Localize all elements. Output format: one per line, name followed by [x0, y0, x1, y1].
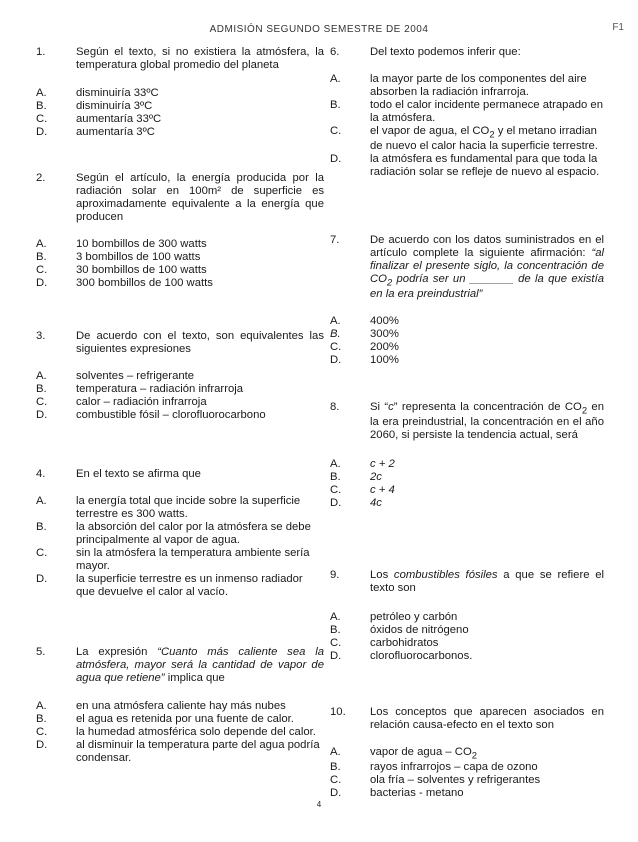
option-c[interactable]: [330, 484, 604, 497]
question-4: [36, 468, 324, 599]
option-letter: A.: [36, 370, 47, 382]
option-text: 2c: [370, 471, 382, 484]
option-a[interactable]: [36, 700, 324, 713]
option-letter: C.: [36, 396, 48, 408]
option-letter: A.: [36, 495, 47, 507]
option-text: 200%: [370, 341, 399, 354]
question-number: 9.: [330, 569, 340, 581]
option-d[interactable]: [36, 573, 324, 599]
option-letter: D.: [330, 354, 342, 367]
option-c[interactable]: [330, 774, 604, 787]
option-letter: B.: [36, 100, 47, 112]
option-text: solventes – refrigerante: [76, 370, 195, 382]
option-a[interactable]: [36, 87, 324, 100]
option-letter: C.: [36, 547, 48, 559]
option-letter: B.: [36, 251, 47, 263]
option-d[interactable]: [36, 739, 324, 765]
option-letter: D.: [36, 126, 48, 138]
option-text: la atmósfera es fundamental para que toda la radiación solar se refleje de nuevo al espacio.: [370, 153, 600, 179]
option-letter: B.: [330, 471, 341, 484]
option-letter: D.: [330, 497, 342, 510]
option-d[interactable]: [330, 787, 604, 800]
question-stem: Según el texto, si no existiera la atmósfera, la temperatura global promedio del planeta: [76, 46, 324, 71]
question-number: 6.: [330, 46, 340, 58]
option-b[interactable]: [330, 761, 604, 774]
option-c[interactable]: [36, 547, 324, 573]
option-letter: A.: [36, 238, 47, 250]
option-text: al disminuir la temperatura parte del agua podría condensar.: [76, 739, 320, 764]
option-d[interactable]: [36, 277, 324, 290]
option-a[interactable]: [36, 495, 324, 521]
question-5: [36, 646, 324, 765]
option-b[interactable]: [330, 328, 604, 341]
option-d[interactable]: [330, 650, 604, 663]
option-b[interactable]: [36, 100, 324, 113]
option-c[interactable]: [36, 726, 324, 739]
option-c[interactable]: [330, 637, 604, 650]
form-code: F1: [612, 22, 624, 33]
option-a[interactable]: [330, 73, 604, 99]
option-b[interactable]: [330, 471, 604, 484]
option-text: el agua es retenida por una fuente de calor.: [76, 713, 294, 725]
option-letter: C.: [36, 113, 48, 125]
option-letter: B.: [36, 713, 47, 725]
option-letter: C.: [330, 484, 342, 497]
option-text: carbohidratos: [370, 637, 439, 649]
option-text: óxidos de nitrógeno: [370, 624, 469, 636]
option-text: clorofluorocarbonos.: [370, 650, 473, 662]
option-text: todo el calor incidente permanece atrapado en la atmósfera.: [370, 99, 603, 124]
option-b[interactable]: [36, 521, 324, 547]
option-text: aumentaría 3ºC: [76, 126, 155, 138]
option-text: aumentaría 33ºC: [76, 113, 162, 125]
option-letter: A.: [330, 746, 341, 758]
question-2: [36, 172, 324, 290]
question-8: [330, 401, 604, 510]
option-letter: D.: [36, 739, 48, 751]
question-number: 8.: [330, 401, 340, 413]
option-letter: A.: [330, 315, 341, 328]
option-letter: D.: [330, 650, 342, 662]
question-stem: Los combustibles fósiles a que se refiere el texto son: [370, 569, 604, 594]
option-text: la humedad atmosférica solo depende del calor.: [76, 726, 316, 738]
option-d[interactable]: [36, 409, 324, 422]
question-number: 1.: [36, 46, 46, 58]
option-a[interactable]: [36, 370, 324, 383]
option-text: en una atmósfera caliente hay más nubes: [76, 700, 286, 712]
option-letter: C.: [330, 341, 342, 354]
option-b[interactable]: [36, 383, 324, 396]
question-6: [330, 46, 604, 179]
option-text: ola fría – solventes y refrigerantes: [370, 774, 541, 787]
option-text: petróleo y carbón: [370, 611, 458, 623]
question-stem: Del texto podemos inferir que:: [370, 46, 521, 58]
option-letter: A.: [330, 458, 341, 471]
option-a[interactable]: [36, 238, 324, 251]
question-number: 10.: [330, 706, 346, 718]
option-letter: B.: [330, 624, 341, 636]
option-text: 300%: [370, 328, 399, 341]
option-b[interactable]: [330, 99, 604, 125]
option-text: bacterias - metano: [370, 787, 464, 800]
option-c[interactable]: [330, 125, 604, 153]
option-letter: C.: [36, 726, 48, 738]
question-number: 7.: [330, 234, 340, 246]
option-a[interactable]: [330, 611, 604, 624]
option-c[interactable]: [330, 341, 604, 354]
option-b[interactable]: [330, 624, 604, 637]
option-a[interactable]: [330, 746, 604, 761]
option-letter: B.: [330, 99, 341, 111]
option-letter: C.: [330, 125, 342, 137]
option-text: c + 2: [370, 458, 395, 471]
option-letter: B.: [36, 521, 47, 533]
question-stem: La expresión “Cuanto más caliente sea la atmósfera, mayor será la cantidad de vapor de agua que retiene” implica que: [76, 646, 325, 684]
question-stem: En el texto se afirma que: [76, 468, 201, 480]
question-number: 3.: [36, 330, 46, 342]
option-a[interactable]: [330, 458, 604, 471]
option-letter: A.: [330, 73, 341, 85]
option-b[interactable]: [36, 251, 324, 264]
option-c[interactable]: [36, 264, 324, 277]
option-c[interactable]: [36, 113, 324, 126]
question-10: [330, 706, 604, 800]
option-letter: A.: [330, 611, 341, 623]
option-b[interactable]: [36, 713, 324, 726]
option-text: disminuiría 33ºC: [76, 87, 159, 99]
question-number: 5.: [36, 646, 46, 658]
question-1: [36, 46, 324, 139]
option-letter: D.: [330, 787, 342, 800]
option-text: vapor de agua – $CO_2$: [370, 746, 477, 761]
option-a[interactable]: [330, 315, 604, 328]
question-3: [36, 330, 324, 422]
option-text: c + 4: [370, 484, 395, 497]
question-stem: Si “c” representa la concentración de $CO_2$ en la era preindustrial, la concentración en el año 2060, si persiste la tendencia actual, será: [370, 401, 604, 442]
option-text: 30 bombillos de 100 watts: [76, 264, 207, 276]
option-letter: D.: [330, 153, 342, 166]
page-number: 4: [316, 800, 322, 809]
option-text: combustible fósil – clorofluorocarbono: [76, 409, 266, 421]
option-text: 300 bombillos de 100 watts: [76, 277, 213, 289]
option-letter: B.: [36, 383, 47, 395]
option-d[interactable]: [330, 497, 604, 510]
option-text: la absorción del calor por la atmósfera se debe principalmente al vapor de agua.: [76, 521, 311, 546]
option-text: la energía total que incide sobre la superficie terrestre es 300 watts.: [76, 495, 301, 520]
question-stem: Según el artículo, la energía producida por la radiación solar en 100m² de superficie es aproximadamente equivalente a la energía que producen: [76, 172, 324, 223]
option-text: 10 bombillos de 300 watts: [76, 238, 207, 250]
option-letter: D.: [36, 573, 48, 585]
option-text: rayos infrarrojos – capa de ozono: [370, 761, 538, 774]
option-letter: D.: [36, 409, 48, 421]
question-number: 2.: [36, 172, 46, 184]
option-text: 100%: [370, 354, 399, 367]
option-letter: A.: [36, 87, 47, 99]
option-text: el vapor de agua, el $CO_2$ y el metano irradian de nuevo el calor hacia la superficie terrestre.: [370, 125, 598, 153]
option-c[interactable]: [36, 396, 324, 409]
option-text: calor – radiación infrarroja: [76, 396, 207, 408]
option-letter: D.: [36, 277, 48, 289]
option-letter: A.: [36, 700, 47, 712]
question-stem: De acuerdo con los datos suministrados en el artículo complete la siguiente afirmación: “al finalizar el presente siglo, la concentración de $CO_2$ podría ser un _______ de la que existía en la era preindustrial”: [370, 234, 604, 301]
option-text: la mayor parte de los componentes del aire absorben la radiación infrarroja.: [370, 73, 587, 98]
question-quote: “al finalizar el presente siglo, la concentración de $CO_2$ podría ser un _______ de la que existía en la era preindustrial”: [370, 247, 604, 301]
option-text: temperatura – radiación infrarroja: [76, 383, 244, 395]
option-letter: C.: [330, 774, 342, 787]
option-letter: C.: [330, 637, 342, 649]
option-text: disminuiría 3ºC: [76, 100, 153, 112]
question-7: [330, 234, 604, 367]
option-text: sin la atmósfera la temperatura ambiente sería mayor.: [76, 547, 310, 572]
option-text: 4c: [370, 497, 382, 510]
option-text: 400%: [370, 315, 399, 328]
page-header: ADMISIÓN SEGUNDO SEMESTRE DE 2004: [209, 24, 429, 35]
option-letter: C.: [36, 264, 48, 276]
question-number: 4.: [36, 468, 46, 480]
option-d[interactable]: [330, 153, 604, 179]
option-letter: B.: [330, 328, 341, 341]
question-stem: Los conceptos que aparecen asociados en relación causa-efecto en el texto son: [370, 706, 604, 731]
option-d[interactable]: [330, 354, 604, 367]
option-letter: B.: [330, 761, 341, 774]
option-text: 3 bombillos de 100 watts: [76, 251, 201, 263]
option-text: la superficie terrestre es un inmenso radiador que devuelve el calor al vacío.: [76, 573, 303, 598]
option-d[interactable]: [36, 126, 324, 139]
question-stem: De acuerdo con el texto, son equivalentes las siguientes expresiones: [76, 330, 324, 355]
question-9: [330, 569, 604, 663]
